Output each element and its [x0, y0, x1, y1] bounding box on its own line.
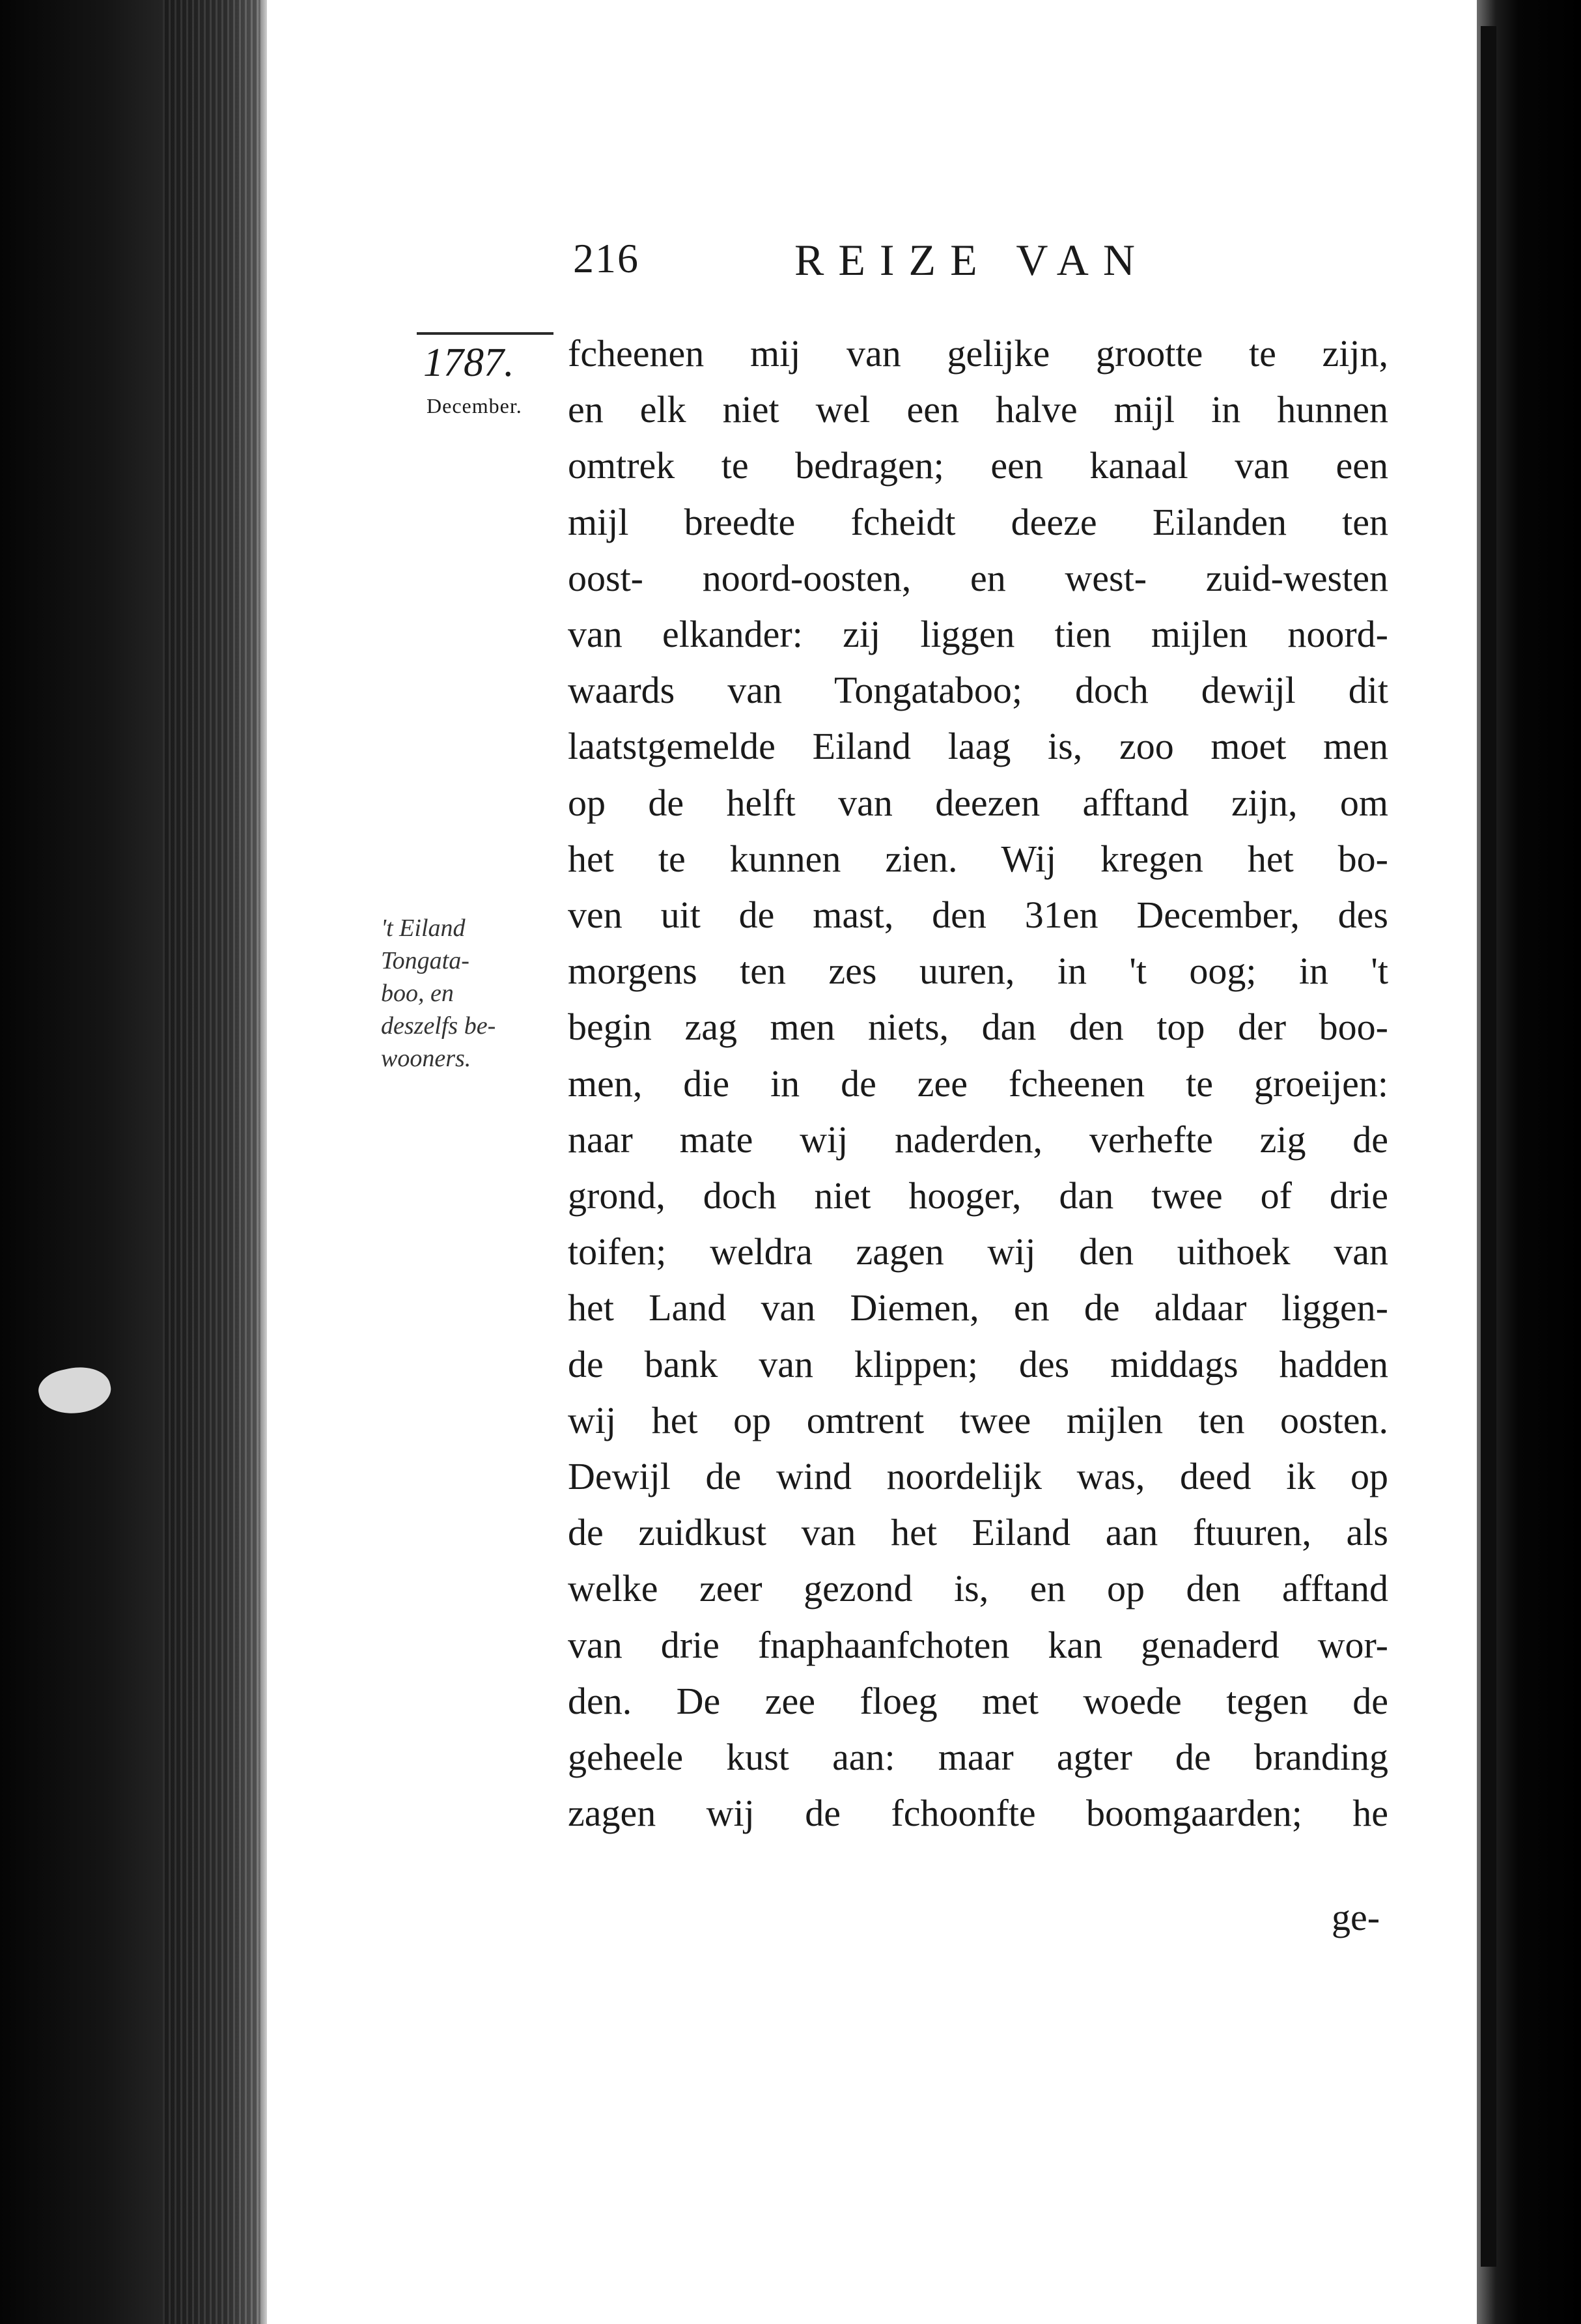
- text-line: van elkander: zij liggen tien mijlen noord-: [568, 613, 1388, 656]
- text-line: en elk niet wel een halve mijl in hunnen: [568, 388, 1388, 431]
- text-line: Dewijl de wind noordelijk was, deed ik op: [568, 1455, 1388, 1498]
- text-line: het Land van Diemen, en de aldaar liggen-: [568, 1286, 1388, 1329]
- page-number: 216: [573, 235, 639, 281]
- text-line: het te kunnen zien. Wij kregen het bo-: [568, 837, 1388, 880]
- text-line: welke zeer gezond is, en op den afftand: [568, 1567, 1388, 1610]
- body-text: [568, 326, 1388, 1841]
- text-line: van drie fnaphaanfchoten kan genaderd wor-: [568, 1623, 1388, 1666]
- text-line: morgens ten zes uuren, in 't oog; in 't: [568, 950, 1388, 993]
- text-line: fcheenen mij van gelijke grootte te zijn,: [568, 332, 1388, 375]
- text-line: geheele kust aan: maar agter de branding: [568, 1736, 1388, 1779]
- margin-year: 1787.: [423, 341, 514, 385]
- text-line: ven uit de mast, den 31en December, des: [568, 894, 1388, 937]
- right-page-fold: [1481, 26, 1496, 2267]
- running-head: REIZE VAN: [794, 235, 1149, 285]
- text-line: naar mate wij naderden, verhefte zig de: [568, 1118, 1388, 1161]
- text-line: begin zag men niets, dan den top der boo-: [568, 1006, 1388, 1049]
- text-line: oost- noord-oosten, en west- zuid-westen: [568, 556, 1388, 599]
- text-line: laatstgemelde Eiland laag is, zoo moet men: [568, 725, 1388, 768]
- sidenote-line: 't Eiland: [381, 914, 466, 942]
- margin-month: December.: [427, 394, 522, 418]
- text-line: de zuidkust van het Eiland aan ftuuren, als: [568, 1511, 1388, 1554]
- text-line: mijl breedte fcheidt deeze Eilanden ten: [568, 500, 1388, 543]
- sidenote-line: Tongata-: [381, 947, 469, 974]
- text-line: zagen wij de fchoonfte boomgaarden; he: [568, 1792, 1388, 1835]
- binding-page-edges: [163, 0, 260, 2324]
- text-line: op de helft van deezen afftand zijn, om: [568, 781, 1388, 824]
- margin-rule: [417, 332, 553, 335]
- text-line: toifen; weldra zagen wij den uithoek van: [568, 1230, 1388, 1273]
- sidenote-line: boo, en: [381, 980, 454, 1007]
- margin-sidenote: [381, 912, 563, 1075]
- text-line: grond, doch niet hooger, dan twee of drie: [568, 1174, 1388, 1217]
- text-line: de bank van klippen; des middags hadden: [568, 1342, 1388, 1385]
- text-line: men, die in de zee fcheenen te groeijen:: [568, 1062, 1388, 1105]
- page-header: [573, 234, 1224, 306]
- sidenote-line: wooners.: [381, 1045, 471, 1072]
- text-line: omtrek te bedragen; een kanaal van een: [568, 444, 1388, 487]
- text-line: waards van Tongataboo; doch dewijl dit: [568, 669, 1388, 712]
- sidenote-line: deszelfs be-: [381, 1012, 496, 1040]
- text-line: wij het op omtrent twee mijlen ten oosten.: [568, 1398, 1388, 1441]
- catchword: ge-: [1332, 1896, 1380, 1938]
- text-line: den. De zee floeg met woede tegen de: [568, 1679, 1388, 1722]
